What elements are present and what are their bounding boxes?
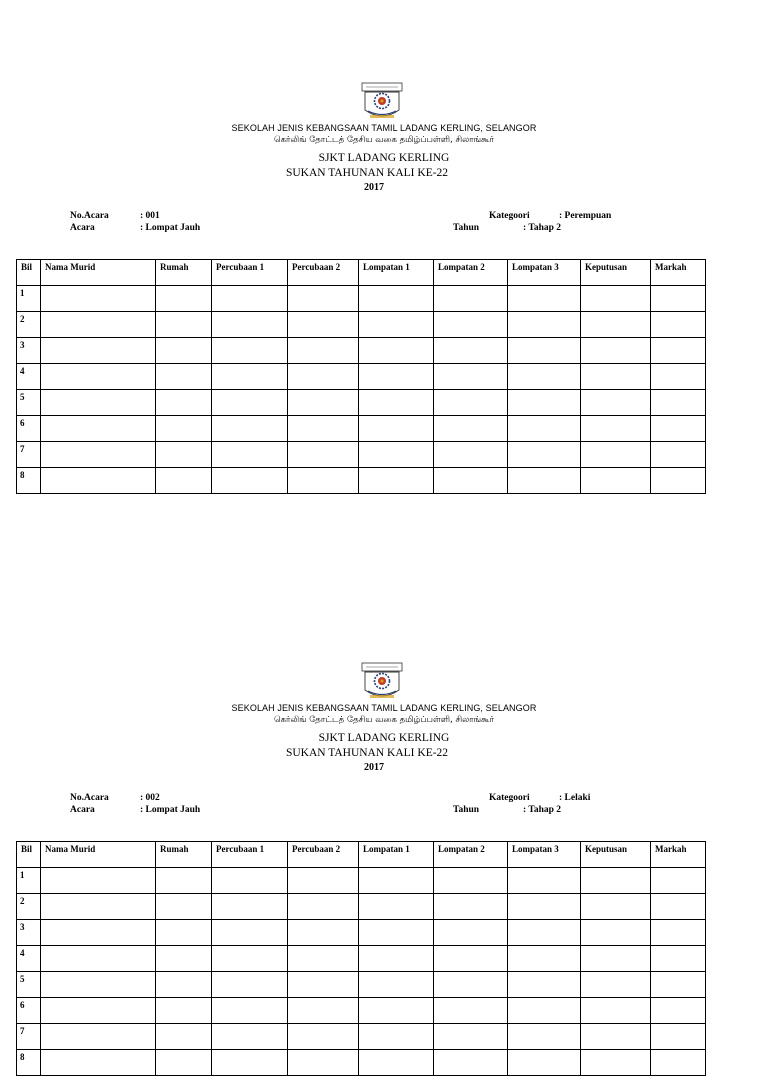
- cell-lompatan-1[interactable]: [359, 1050, 434, 1076]
- cell-markah[interactable]: [651, 998, 706, 1024]
- cell-keputusan[interactable]: [581, 416, 651, 442]
- header-rumah: Rumah: [156, 260, 212, 286]
- acara-value: : Lompat Jauh: [140, 223, 201, 233]
- cell-keputusan[interactable]: [581, 442, 651, 468]
- row-number: 4: [17, 364, 41, 390]
- cell-nama-murid[interactable]: [41, 972, 156, 998]
- score-table: [16, 841, 706, 1076]
- school-name: SEKOLAH JENIS KEBANGSAAN TAMIL LADANG KERLING, SELANGOR: [231, 703, 537, 713]
- header-lompatan-3: Lompatan 3: [508, 260, 581, 286]
- cell-markah[interactable]: [651, 946, 706, 972]
- cell-lompatan-1[interactable]: [359, 920, 434, 946]
- cell-lompatan-3[interactable]: [508, 1050, 581, 1076]
- header-markah: Markah: [651, 842, 706, 868]
- cell-nama-murid[interactable]: [41, 946, 156, 972]
- cell-lompatan-2[interactable]: [434, 1024, 508, 1050]
- table-row: [17, 920, 706, 946]
- cell-lompatan-2[interactable]: [434, 468, 508, 494]
- table-row: [17, 338, 706, 364]
- cell-keputusan[interactable]: [581, 972, 651, 998]
- header-nama-murid: Nama Murid: [41, 842, 156, 868]
- cell-keputusan[interactable]: [581, 946, 651, 972]
- cell-percubaan-2[interactable]: [288, 312, 359, 338]
- cell-nama-murid[interactable]: [41, 920, 156, 946]
- table-row: [17, 868, 706, 894]
- cell-markah[interactable]: [651, 416, 706, 442]
- cell-percubaan-1[interactable]: [212, 1050, 288, 1076]
- cell-percubaan-2[interactable]: [288, 468, 359, 494]
- cell-lompatan-2[interactable]: [434, 416, 508, 442]
- row-number: 6: [17, 998, 41, 1024]
- row-number: 3: [17, 338, 41, 364]
- cell-lompatan-1[interactable]: [359, 972, 434, 998]
- tahun-row: [453, 805, 561, 815]
- cell-rumah[interactable]: [156, 868, 212, 894]
- cell-percubaan-2[interactable]: [288, 364, 359, 390]
- row-number: 6: [17, 416, 41, 442]
- table-row: [17, 946, 706, 972]
- header-percubaan-1: Percubaan 1: [212, 260, 288, 286]
- cell-lompatan-3[interactable]: [508, 868, 581, 894]
- cell-percubaan-2[interactable]: [288, 442, 359, 468]
- header-lompatan-1: Lompatan 1: [359, 260, 434, 286]
- cell-lompatan-2[interactable]: [434, 442, 508, 468]
- cell-lompatan-3[interactable]: [508, 416, 581, 442]
- no-acara-row: [70, 793, 160, 803]
- header-lompatan-2: Lompatan 2: [434, 842, 508, 868]
- table-row: [17, 1024, 706, 1050]
- cell-lompatan-1[interactable]: [359, 946, 434, 972]
- header-bil: Bil: [17, 260, 41, 286]
- cell-lompatan-3[interactable]: [508, 364, 581, 390]
- cell-rumah[interactable]: [156, 946, 212, 972]
- cell-nama-murid[interactable]: [41, 338, 156, 364]
- cell-lompatan-2[interactable]: [434, 998, 508, 1024]
- row-number: 2: [17, 894, 41, 920]
- table-row: [17, 442, 706, 468]
- result-sheet-1: [0, 0, 768, 500]
- cell-lompatan-1[interactable]: [359, 286, 434, 312]
- cell-lompatan-2[interactable]: [434, 338, 508, 364]
- cell-rumah[interactable]: [156, 416, 212, 442]
- cell-rumah[interactable]: [156, 920, 212, 946]
- cell-nama-murid[interactable]: [41, 286, 156, 312]
- event-year: 2017: [364, 762, 384, 773]
- cell-percubaan-1[interactable]: [212, 920, 288, 946]
- cell-rumah[interactable]: [156, 312, 212, 338]
- cell-keputusan[interactable]: [581, 312, 651, 338]
- tahun-value: : Tahap 2: [523, 223, 562, 233]
- cell-keputusan[interactable]: [581, 286, 651, 312]
- table-row: [17, 390, 706, 416]
- cell-keputusan[interactable]: [581, 338, 651, 364]
- table-row: [17, 972, 706, 998]
- row-number: 7: [17, 442, 41, 468]
- cell-markah[interactable]: [651, 286, 706, 312]
- header-lompatan-2: Lompatan 2: [434, 260, 508, 286]
- cell-lompatan-3[interactable]: [508, 894, 581, 920]
- table-row: [17, 364, 706, 390]
- cell-percubaan-2[interactable]: [288, 894, 359, 920]
- acara-label: Acara: [70, 805, 95, 815]
- cell-nama-murid[interactable]: [41, 998, 156, 1024]
- cell-keputusan[interactable]: [581, 894, 651, 920]
- acara-row: [70, 223, 200, 233]
- cell-lompatan-3[interactable]: [508, 338, 581, 364]
- table-row: [17, 312, 706, 338]
- cell-rumah[interactable]: [156, 1024, 212, 1050]
- header-nama-murid: Nama Murid: [41, 260, 156, 286]
- cell-lompatan-1[interactable]: [359, 312, 434, 338]
- cell-lompatan-3[interactable]: [508, 1024, 581, 1050]
- cell-percubaan-1[interactable]: [212, 390, 288, 416]
- kategori-value: : Lelaki: [559, 793, 591, 803]
- cell-keputusan[interactable]: [581, 998, 651, 1024]
- cell-keputusan[interactable]: [581, 364, 651, 390]
- cell-nama-murid[interactable]: [41, 442, 156, 468]
- cell-lompatan-3[interactable]: [508, 920, 581, 946]
- school-crest-icon: [360, 662, 404, 702]
- cell-percubaan-1[interactable]: [212, 868, 288, 894]
- cell-lompatan-2[interactable]: [434, 1050, 508, 1076]
- cell-percubaan-2[interactable]: [288, 1050, 359, 1076]
- row-number: 1: [17, 286, 41, 312]
- cell-nama-murid[interactable]: [41, 868, 156, 894]
- school-title: SJKT LADANG KERLING: [318, 732, 450, 744]
- acara-row: [70, 805, 200, 815]
- row-number: 8: [17, 468, 41, 494]
- cell-rumah[interactable]: [156, 286, 212, 312]
- table-row: [17, 1050, 706, 1076]
- cell-nama-murid[interactable]: [41, 894, 156, 920]
- kategori-label: Kategoori: [489, 793, 530, 803]
- cell-lompatan-2[interactable]: [434, 286, 508, 312]
- header-percubaan-2: Percubaan 2: [288, 842, 359, 868]
- cell-percubaan-1[interactable]: [212, 946, 288, 972]
- cell-rumah[interactable]: [156, 364, 212, 390]
- cell-lompatan-1[interactable]: [359, 868, 434, 894]
- cell-markah[interactable]: [651, 312, 706, 338]
- cell-nama-murid[interactable]: [41, 312, 156, 338]
- cell-rumah[interactable]: [156, 442, 212, 468]
- no-acara-row: [70, 211, 160, 221]
- cell-keputusan[interactable]: [581, 1024, 651, 1050]
- cell-percubaan-2[interactable]: [288, 920, 359, 946]
- table-header-row: [17, 842, 706, 868]
- header-rumah: Rumah: [156, 842, 212, 868]
- cell-percubaan-2[interactable]: [288, 972, 359, 998]
- event-year: 2017: [364, 182, 384, 193]
- cell-lompatan-1[interactable]: [359, 390, 434, 416]
- cell-percubaan-1[interactable]: [212, 442, 288, 468]
- cell-percubaan-1[interactable]: [212, 364, 288, 390]
- header-bil: Bil: [17, 842, 41, 868]
- acara-value: : Lompat Jauh: [140, 805, 201, 815]
- acara-label: Acara: [70, 223, 95, 233]
- cell-lompatan-2[interactable]: [434, 868, 508, 894]
- cell-percubaan-2[interactable]: [288, 998, 359, 1024]
- cell-markah[interactable]: [651, 920, 706, 946]
- cell-lompatan-3[interactable]: [508, 286, 581, 312]
- cell-lompatan-2[interactable]: [434, 390, 508, 416]
- row-number: 2: [17, 312, 41, 338]
- cell-keputusan[interactable]: [581, 1050, 651, 1076]
- row-number: 5: [17, 390, 41, 416]
- cell-percubaan-2[interactable]: [288, 286, 359, 312]
- cell-percubaan-1[interactable]: [212, 338, 288, 364]
- cell-lompatan-1[interactable]: [359, 442, 434, 468]
- no-acara-label: No.Acara: [70, 211, 109, 221]
- cell-percubaan-1[interactable]: [212, 312, 288, 338]
- cell-lompatan-3[interactable]: [508, 468, 581, 494]
- table-row: [17, 286, 706, 312]
- table-row: [17, 998, 706, 1024]
- cell-percubaan-2[interactable]: [288, 1024, 359, 1050]
- cell-keputusan[interactable]: [581, 920, 651, 946]
- cell-nama-murid[interactable]: [41, 416, 156, 442]
- score-table: [16, 259, 706, 494]
- cell-percubaan-1[interactable]: [212, 998, 288, 1024]
- row-number: 3: [17, 920, 41, 946]
- header-percubaan-1: Percubaan 1: [212, 842, 288, 868]
- header-lompatan-3: Lompatan 3: [508, 842, 581, 868]
- cell-percubaan-1[interactable]: [212, 286, 288, 312]
- cell-lompatan-3[interactable]: [508, 390, 581, 416]
- cell-percubaan-2[interactable]: [288, 868, 359, 894]
- no-acara-label: No.Acara: [70, 793, 109, 803]
- header-keputusan: Keputusan: [581, 260, 651, 286]
- table-row: [17, 468, 706, 494]
- row-number: 8: [17, 1050, 41, 1076]
- table-row: [17, 894, 706, 920]
- table-header-row: [17, 260, 706, 286]
- cell-rumah[interactable]: [156, 1050, 212, 1076]
- cell-nama-murid[interactable]: [41, 364, 156, 390]
- cell-rumah[interactable]: [156, 468, 212, 494]
- cell-lompatan-2[interactable]: [434, 894, 508, 920]
- school-title: SJKT LADANG KERLING: [318, 152, 450, 164]
- cell-rumah[interactable]: [156, 972, 212, 998]
- header-keputusan: Keputusan: [581, 842, 651, 868]
- cell-percubaan-1[interactable]: [212, 972, 288, 998]
- cell-percubaan-2[interactable]: [288, 416, 359, 442]
- cell-rumah[interactable]: [156, 338, 212, 364]
- cell-lompatan-2[interactable]: [434, 946, 508, 972]
- cell-percubaan-1[interactable]: [212, 1024, 288, 1050]
- tahun-label: Tahun: [453, 223, 480, 233]
- cell-markah[interactable]: [651, 364, 706, 390]
- school-name: SEKOLAH JENIS KEBANGSAAN TAMIL LADANG KERLING, SELANGOR: [231, 123, 537, 133]
- school-name-tamil: கெர்லிங் தோட்டத் தேசிய வகை தமிழ்ப்பள்ளி, சிலாங்கூர்: [273, 715, 495, 725]
- kategori-value: : Perempuan: [559, 211, 612, 221]
- row-number: 7: [17, 1024, 41, 1050]
- row-number: 5: [17, 972, 41, 998]
- cell-lompatan-1[interactable]: [359, 364, 434, 390]
- row-number: 4: [17, 946, 41, 972]
- cell-markah[interactable]: [651, 894, 706, 920]
- cell-keputusan[interactable]: [581, 468, 651, 494]
- cell-lompatan-2[interactable]: [434, 920, 508, 946]
- cell-markah[interactable]: [651, 442, 706, 468]
- cell-lompatan-3[interactable]: [508, 442, 581, 468]
- event-title: SUKAN TAHUNAN KALI KE-22: [285, 167, 449, 179]
- kategori-row: [489, 211, 611, 221]
- cell-markah[interactable]: [651, 868, 706, 894]
- cell-markah[interactable]: [651, 1024, 706, 1050]
- cell-markah[interactable]: [651, 390, 706, 416]
- school-crest-icon: [360, 82, 404, 122]
- no-acara-value: : 002: [140, 793, 160, 803]
- cell-lompatan-3[interactable]: [508, 312, 581, 338]
- cell-nama-murid[interactable]: [41, 390, 156, 416]
- cell-percubaan-2[interactable]: [288, 946, 359, 972]
- header-percubaan-2: Percubaan 2: [288, 260, 359, 286]
- cell-lompatan-3[interactable]: [508, 972, 581, 998]
- cell-percubaan-1[interactable]: [212, 894, 288, 920]
- school-name-tamil: கெர்லிங் தோட்டத் தேசிய வகை தமிழ்ப்பள்ளி, சிலாங்கூர்: [273, 135, 495, 145]
- cell-keputusan[interactable]: [581, 390, 651, 416]
- cell-lompatan-1[interactable]: [359, 894, 434, 920]
- result-sheet-2: [0, 580, 768, 1062]
- kategori-label: Kategoori: [489, 211, 530, 221]
- cell-percubaan-2[interactable]: [288, 390, 359, 416]
- cell-keputusan[interactable]: [581, 868, 651, 894]
- cell-lompatan-1[interactable]: [359, 1024, 434, 1050]
- cell-lompatan-1[interactable]: [359, 416, 434, 442]
- cell-nama-murid[interactable]: [41, 468, 156, 494]
- header-markah: Markah: [651, 260, 706, 286]
- cell-lompatan-2[interactable]: [434, 972, 508, 998]
- tahun-row: [453, 223, 561, 233]
- cell-markah[interactable]: [651, 972, 706, 998]
- cell-rumah[interactable]: [156, 390, 212, 416]
- cell-lompatan-3[interactable]: [508, 946, 581, 972]
- cell-markah[interactable]: [651, 338, 706, 364]
- cell-percubaan-1[interactable]: [212, 468, 288, 494]
- cell-rumah[interactable]: [156, 894, 212, 920]
- header-lompatan-1: Lompatan 1: [359, 842, 434, 868]
- cell-nama-murid[interactable]: [41, 1024, 156, 1050]
- no-acara-value: : 001: [140, 211, 160, 221]
- cell-lompatan-1[interactable]: [359, 468, 434, 494]
- event-title: SUKAN TAHUNAN KALI KE-22: [285, 747, 449, 759]
- tahun-value: : Tahap 2: [523, 805, 562, 815]
- cell-lompatan-2[interactable]: [434, 364, 508, 390]
- cell-lompatan-2[interactable]: [434, 312, 508, 338]
- cell-lompatan-1[interactable]: [359, 338, 434, 364]
- cell-percubaan-2[interactable]: [288, 338, 359, 364]
- cell-nama-murid[interactable]: [41, 1050, 156, 1076]
- cell-rumah[interactable]: [156, 998, 212, 1024]
- cell-markah[interactable]: [651, 1050, 706, 1076]
- row-number: 1: [17, 868, 41, 894]
- cell-percubaan-1[interactable]: [212, 416, 288, 442]
- tahun-label: Tahun: [453, 805, 480, 815]
- table-row: [17, 416, 706, 442]
- cell-markah[interactable]: [651, 468, 706, 494]
- cell-lompatan-1[interactable]: [359, 998, 434, 1024]
- kategori-row: [489, 793, 590, 803]
- cell-lompatan-3[interactable]: [508, 998, 581, 1024]
